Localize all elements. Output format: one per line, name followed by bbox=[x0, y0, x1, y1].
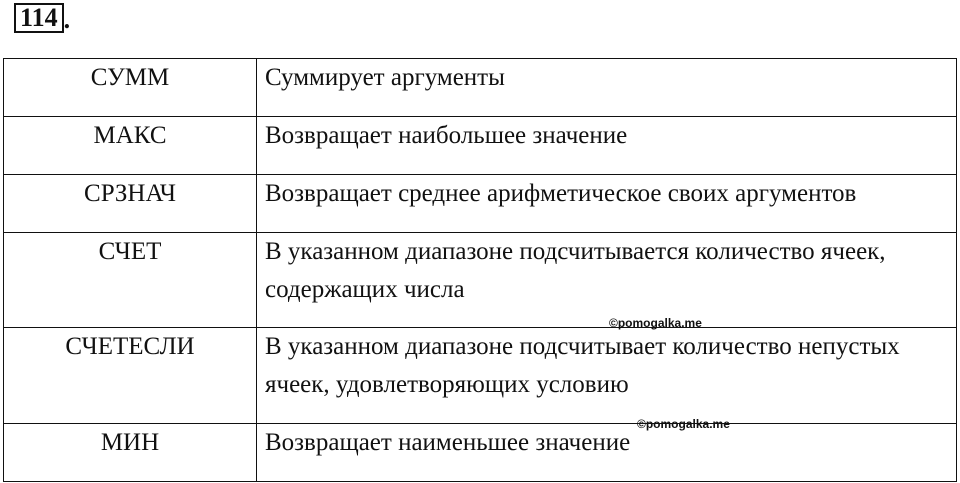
function-description-cell: Возвращает среднее арифметическое своих аргументов bbox=[257, 175, 957, 233]
task-number bbox=[14, 5, 70, 33]
function-description-cell: Возвращает наибольшее значение bbox=[257, 117, 957, 175]
watermark: ©pomogalka.me bbox=[637, 417, 730, 431]
table-row bbox=[4, 233, 957, 328]
task-number-suffix: . bbox=[63, 5, 71, 34]
function-name-cell: СУММ bbox=[4, 59, 257, 117]
table-row bbox=[4, 59, 957, 117]
table-row bbox=[4, 328, 957, 424]
function-description-cell: Суммирует аргументы bbox=[257, 59, 957, 117]
function-description-cell: В указанном диапазоне подсчитывает количество непустых ячеек, удовлетворяющих условию bbox=[257, 328, 957, 424]
task-number-box: 114 bbox=[14, 3, 64, 33]
function-name-cell: СРЗНАЧ bbox=[4, 175, 257, 233]
watermark: ©pomogalka.me bbox=[609, 316, 702, 330]
table-row bbox=[4, 424, 957, 482]
function-name-cell: СЧЕТЕСЛИ bbox=[4, 328, 257, 424]
functions-table bbox=[3, 58, 957, 482]
function-name-cell: МИН bbox=[4, 424, 257, 482]
function-description-cell: Возвращает наименьшее значение bbox=[257, 424, 957, 482]
function-name-cell: СЧЕТ bbox=[4, 233, 257, 328]
table-row bbox=[4, 117, 957, 175]
function-name-cell: МАКС bbox=[4, 117, 257, 175]
table-row bbox=[4, 175, 957, 233]
function-description-cell: В указанном диапазоне подсчитывается количество ячеек, содержащих числа bbox=[257, 233, 957, 328]
